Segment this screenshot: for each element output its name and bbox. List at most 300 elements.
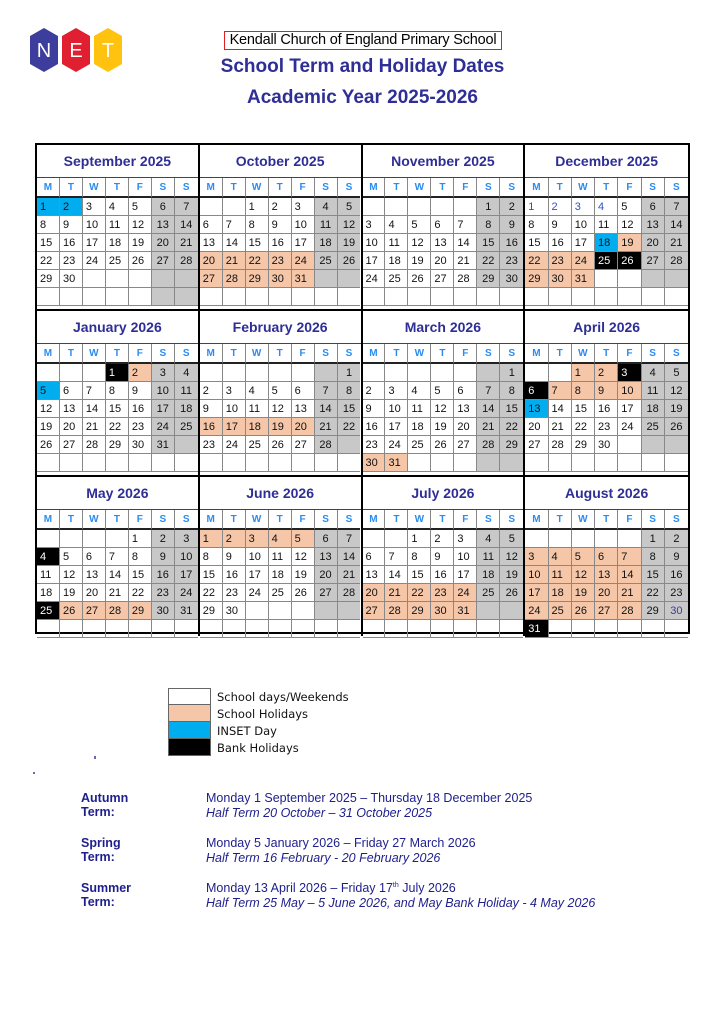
empty-cell bbox=[246, 288, 269, 306]
empty-cell bbox=[223, 198, 246, 216]
day-cell: 21 bbox=[454, 252, 477, 270]
month-october bbox=[200, 145, 363, 311]
day-cell: 1 bbox=[246, 198, 269, 216]
day-cell: 7 bbox=[106, 548, 129, 566]
day-cell: 10 bbox=[292, 216, 315, 234]
day-cell: 21 bbox=[477, 418, 500, 436]
day-cell: 24 bbox=[525, 602, 548, 620]
day-cell: 4 bbox=[477, 530, 500, 548]
day-cell: 16 bbox=[363, 418, 386, 436]
day-cell: 7 bbox=[549, 382, 572, 400]
day-cell: 9 bbox=[269, 216, 292, 234]
day-cell: 29 bbox=[129, 602, 152, 620]
day-cell: 27 bbox=[200, 270, 223, 288]
weekday-header: S bbox=[665, 344, 688, 364]
empty-cell bbox=[246, 364, 269, 382]
empty-cell bbox=[269, 288, 292, 306]
month-september bbox=[37, 145, 200, 311]
day-cell: 3 bbox=[363, 216, 386, 234]
day-cell: 18 bbox=[37, 584, 60, 602]
empty-cell bbox=[595, 620, 618, 638]
day-cell: 6 bbox=[83, 548, 106, 566]
empty-cell bbox=[338, 436, 361, 454]
empty-cell bbox=[595, 530, 618, 548]
empty-cell bbox=[315, 288, 338, 306]
day-cell: 24 bbox=[175, 584, 198, 602]
day-cell: 24 bbox=[363, 270, 386, 288]
day-cell: 19 bbox=[129, 234, 152, 252]
day-cell: 17 bbox=[385, 418, 408, 436]
day-cell: 16 bbox=[665, 566, 688, 584]
day-cell: 4 bbox=[269, 530, 292, 548]
empty-cell bbox=[525, 288, 548, 306]
day-cell: 25 bbox=[549, 602, 572, 620]
weekday-header: T bbox=[595, 510, 618, 530]
empty-cell bbox=[315, 602, 338, 620]
month-june bbox=[200, 477, 363, 636]
empty-cell bbox=[37, 454, 60, 472]
month-august bbox=[525, 477, 688, 636]
weekday-header: W bbox=[572, 178, 595, 198]
empty-cell bbox=[269, 454, 292, 472]
weekday-header: T bbox=[431, 178, 454, 198]
day-cell: 26 bbox=[129, 252, 152, 270]
empty-cell bbox=[572, 530, 595, 548]
day-cell: 25 bbox=[477, 584, 500, 602]
weekday-header: S bbox=[642, 344, 665, 364]
day-cell: 17 bbox=[363, 252, 386, 270]
day-cell: 11 bbox=[269, 548, 292, 566]
empty-cell bbox=[269, 602, 292, 620]
day-cell: 22 bbox=[525, 252, 548, 270]
weekday-header: W bbox=[572, 510, 595, 530]
day-cell: 2 bbox=[223, 530, 246, 548]
day-cell: 13 bbox=[152, 216, 175, 234]
day-cell: 6 bbox=[292, 382, 315, 400]
day-cell: 30 bbox=[595, 436, 618, 454]
day-cell: 15 bbox=[642, 566, 665, 584]
day-cell: 4 bbox=[408, 382, 431, 400]
day-cell: 3 bbox=[292, 198, 315, 216]
day-cell: 6 bbox=[152, 198, 175, 216]
day-cell: 7 bbox=[454, 216, 477, 234]
day-cell: 9 bbox=[129, 382, 152, 400]
day-cell: 23 bbox=[549, 252, 572, 270]
empty-cell bbox=[500, 620, 523, 638]
empty-cell bbox=[385, 198, 408, 216]
weekday-header: S bbox=[642, 178, 665, 198]
day-cell: 23 bbox=[223, 584, 246, 602]
weekday-header: W bbox=[83, 178, 106, 198]
day-cell: 27 bbox=[595, 602, 618, 620]
weekday-header: M bbox=[363, 510, 386, 530]
day-cell: 5 bbox=[408, 216, 431, 234]
day-cell: 11 bbox=[37, 566, 60, 584]
weekday-header: T bbox=[106, 178, 129, 198]
day-cell: 22 bbox=[37, 252, 60, 270]
day-cell: 31 bbox=[152, 436, 175, 454]
weekday-header: S bbox=[175, 510, 198, 530]
day-cell: 1 bbox=[572, 364, 595, 382]
weekday-header: S bbox=[665, 510, 688, 530]
day-cell: 25 bbox=[385, 270, 408, 288]
weekday-header: T bbox=[595, 178, 618, 198]
weekday-header: T bbox=[431, 344, 454, 364]
day-cell: 23 bbox=[200, 436, 223, 454]
day-cell: 8 bbox=[200, 548, 223, 566]
day-cell: 29 bbox=[106, 436, 129, 454]
day-cell: 10 bbox=[572, 216, 595, 234]
empty-cell bbox=[37, 364, 60, 382]
day-cell: 13 bbox=[431, 234, 454, 252]
day-cell: 12 bbox=[129, 216, 152, 234]
empty-cell bbox=[408, 198, 431, 216]
day-cell: 19 bbox=[665, 400, 688, 418]
day-cell: 4 bbox=[37, 548, 60, 566]
weekday-header: F bbox=[618, 510, 641, 530]
empty-cell bbox=[223, 364, 246, 382]
day-cell: 10 bbox=[618, 382, 641, 400]
day-cell: 11 bbox=[408, 400, 431, 418]
day-cell: 14 bbox=[477, 400, 500, 418]
day-cell: 18 bbox=[315, 234, 338, 252]
day-cell: 6 bbox=[454, 382, 477, 400]
day-cell: 11 bbox=[106, 216, 129, 234]
day-cell: 20 bbox=[292, 418, 315, 436]
day-cell: 7 bbox=[665, 198, 688, 216]
weekday-header: M bbox=[37, 344, 60, 364]
day-cell: 8 bbox=[129, 548, 152, 566]
weekday-header: T bbox=[431, 510, 454, 530]
empty-cell bbox=[408, 454, 431, 472]
empty-cell bbox=[454, 620, 477, 638]
weekday-header: T bbox=[595, 344, 618, 364]
weekday-header: M bbox=[525, 178, 548, 198]
day-cell: 16 bbox=[500, 234, 523, 252]
day-cell: 20 bbox=[431, 252, 454, 270]
month-title: May 2026 bbox=[37, 477, 198, 510]
day-cell: 22 bbox=[572, 418, 595, 436]
empty-cell bbox=[642, 436, 665, 454]
day-cell: 18 bbox=[385, 252, 408, 270]
day-cell: 29 bbox=[408, 602, 431, 620]
day-cell: 28 bbox=[106, 602, 129, 620]
day-cell: 21 bbox=[83, 418, 106, 436]
empty-cell bbox=[60, 288, 83, 306]
empty-cell bbox=[385, 620, 408, 638]
day-cell: 6 bbox=[200, 216, 223, 234]
weekday-header: M bbox=[200, 178, 223, 198]
empty-cell bbox=[152, 288, 175, 306]
day-cell: 7 bbox=[315, 382, 338, 400]
day-cell: 12 bbox=[292, 548, 315, 566]
day-cell: 9 bbox=[549, 216, 572, 234]
day-cell: 15 bbox=[200, 566, 223, 584]
weekday-header: S bbox=[477, 344, 500, 364]
day-cell: 9 bbox=[500, 216, 523, 234]
empty-cell bbox=[246, 454, 269, 472]
day-cell: 6 bbox=[315, 530, 338, 548]
empty-cell bbox=[618, 288, 641, 306]
day-cell: 30 bbox=[223, 602, 246, 620]
empty-cell bbox=[106, 620, 129, 638]
day-cell: 23 bbox=[595, 418, 618, 436]
legend-swatch bbox=[168, 688, 211, 705]
day-cell: 9 bbox=[595, 382, 618, 400]
day-cell: 27 bbox=[525, 436, 548, 454]
day-cell: 29 bbox=[37, 270, 60, 288]
empty-cell bbox=[454, 198, 477, 216]
empty-cell bbox=[665, 454, 688, 472]
weekday-header: S bbox=[642, 510, 665, 530]
day-cell: 27 bbox=[60, 436, 83, 454]
month-title: December 2025 bbox=[525, 145, 688, 178]
empty-cell bbox=[665, 436, 688, 454]
day-cell: 23 bbox=[665, 584, 688, 602]
day-cell: 21 bbox=[338, 566, 361, 584]
empty-cell bbox=[549, 288, 572, 306]
day-cell: 3 bbox=[223, 382, 246, 400]
empty-cell bbox=[338, 270, 361, 288]
half-term: Half Term 16 February - 20 February 2026 bbox=[206, 851, 441, 865]
day-cell: 13 bbox=[200, 234, 223, 252]
day-cell: 28 bbox=[175, 252, 198, 270]
legend bbox=[168, 688, 349, 756]
month-march bbox=[363, 311, 526, 477]
weekday-header: W bbox=[572, 344, 595, 364]
day-cell: 9 bbox=[431, 548, 454, 566]
day-cell: 24 bbox=[292, 252, 315, 270]
day-cell: 15 bbox=[129, 566, 152, 584]
day-cell: 30 bbox=[363, 454, 386, 472]
weekday-header: S bbox=[315, 344, 338, 364]
day-cell: 12 bbox=[572, 566, 595, 584]
day-cell: 24 bbox=[223, 436, 246, 454]
empty-cell bbox=[408, 620, 431, 638]
half-term: Half Term 25 May – 5 June 2026, and May Bank Holiday - 4 May 2026 bbox=[206, 896, 596, 910]
day-cell: 27 bbox=[363, 602, 386, 620]
empty-cell bbox=[549, 620, 572, 638]
day-cell: 23 bbox=[269, 252, 292, 270]
empty-cell bbox=[595, 454, 618, 472]
day-cell: 8 bbox=[500, 382, 523, 400]
day-cell: 29 bbox=[246, 270, 269, 288]
empty-cell bbox=[454, 288, 477, 306]
weekday-header: W bbox=[246, 178, 269, 198]
empty-cell bbox=[618, 530, 641, 548]
day-cell: 4 bbox=[385, 216, 408, 234]
day-cell: 30 bbox=[269, 270, 292, 288]
day-cell: 3 bbox=[175, 530, 198, 548]
empty-cell bbox=[595, 288, 618, 306]
empty-cell bbox=[454, 454, 477, 472]
day-cell: 3 bbox=[618, 364, 641, 382]
day-cell: 14 bbox=[385, 566, 408, 584]
day-cell: 8 bbox=[37, 216, 60, 234]
weekday-header: W bbox=[246, 510, 269, 530]
empty-cell bbox=[269, 364, 292, 382]
weekday-header: S bbox=[152, 344, 175, 364]
day-cell: 9 bbox=[223, 548, 246, 566]
day-cell: 2 bbox=[200, 382, 223, 400]
weekday-header: W bbox=[408, 178, 431, 198]
day-cell: 28 bbox=[338, 584, 361, 602]
weekday-header: M bbox=[363, 344, 386, 364]
month-title: April 2026 bbox=[525, 311, 688, 344]
page-subtitle: Academic Year 2025-2026 bbox=[247, 87, 478, 108]
day-cell: 12 bbox=[338, 216, 361, 234]
day-cell: 31 bbox=[525, 620, 548, 638]
day-cell: 25 bbox=[269, 584, 292, 602]
month-title: July 2026 bbox=[363, 477, 524, 510]
month-april bbox=[525, 311, 688, 477]
day-cell: 21 bbox=[665, 234, 688, 252]
day-cell: 2 bbox=[129, 364, 152, 382]
day-cell: 18 bbox=[246, 418, 269, 436]
day-cell: 8 bbox=[477, 216, 500, 234]
day-cell: 15 bbox=[106, 400, 129, 418]
day-cell: 27 bbox=[431, 270, 454, 288]
weekday-header: S bbox=[665, 178, 688, 198]
day-cell: 4 bbox=[106, 198, 129, 216]
day-cell: 17 bbox=[292, 234, 315, 252]
empty-cell bbox=[37, 288, 60, 306]
day-cell: 29 bbox=[200, 602, 223, 620]
day-cell: 5 bbox=[60, 548, 83, 566]
month-title: June 2026 bbox=[200, 477, 361, 510]
day-cell: 10 bbox=[83, 216, 106, 234]
day-cell: 2 bbox=[549, 198, 572, 216]
day-cell: 30 bbox=[152, 602, 175, 620]
month-title: November 2025 bbox=[363, 145, 524, 178]
day-cell: 5 bbox=[665, 364, 688, 382]
day-cell: 16 bbox=[200, 418, 223, 436]
weekday-header: F bbox=[129, 344, 152, 364]
empty-cell bbox=[363, 364, 386, 382]
weekday-header: T bbox=[60, 178, 83, 198]
weekday-header: T bbox=[269, 344, 292, 364]
day-cell: 8 bbox=[408, 548, 431, 566]
empty-cell bbox=[338, 620, 361, 638]
empty-cell bbox=[223, 620, 246, 638]
day-cell: 26 bbox=[60, 602, 83, 620]
day-cell: 2 bbox=[60, 198, 83, 216]
day-cell: 14 bbox=[175, 216, 198, 234]
day-cell: 29 bbox=[500, 436, 523, 454]
day-cell: 19 bbox=[269, 418, 292, 436]
empty-cell bbox=[200, 620, 223, 638]
weekday-header: M bbox=[363, 178, 386, 198]
day-cell: 14 bbox=[618, 566, 641, 584]
day-cell: 6 bbox=[642, 198, 665, 216]
weekday-header: T bbox=[60, 510, 83, 530]
day-cell: 6 bbox=[60, 382, 83, 400]
day-cell: 20 bbox=[200, 252, 223, 270]
day-cell: 26 bbox=[269, 436, 292, 454]
empty-cell bbox=[431, 364, 454, 382]
empty-cell bbox=[106, 454, 129, 472]
day-cell: 17 bbox=[83, 234, 106, 252]
weekday-header: S bbox=[152, 510, 175, 530]
empty-cell bbox=[315, 364, 338, 382]
day-cell: 18 bbox=[269, 566, 292, 584]
day-cell: 20 bbox=[595, 584, 618, 602]
day-cell: 19 bbox=[37, 418, 60, 436]
day-cell: 16 bbox=[431, 566, 454, 584]
day-cell: 27 bbox=[454, 436, 477, 454]
empty-cell bbox=[408, 364, 431, 382]
empty-cell bbox=[152, 270, 175, 288]
day-cell: 2 bbox=[363, 382, 386, 400]
weekday-header: W bbox=[408, 510, 431, 530]
day-cell: 8 bbox=[246, 216, 269, 234]
day-cell: 29 bbox=[572, 436, 595, 454]
logo-letter-t: T bbox=[101, 40, 115, 62]
month-july bbox=[363, 477, 526, 636]
empty-cell bbox=[500, 602, 523, 620]
day-cell: 6 bbox=[595, 548, 618, 566]
day-cell: 29 bbox=[642, 602, 665, 620]
weekday-header: F bbox=[454, 510, 477, 530]
day-cell: 21 bbox=[385, 584, 408, 602]
day-cell: 11 bbox=[477, 548, 500, 566]
day-cell: 30 bbox=[129, 436, 152, 454]
empty-cell bbox=[642, 288, 665, 306]
day-cell: 27 bbox=[315, 584, 338, 602]
empty-cell bbox=[500, 288, 523, 306]
day-cell: 12 bbox=[665, 382, 688, 400]
day-cell: 17 bbox=[572, 234, 595, 252]
day-cell: 4 bbox=[175, 364, 198, 382]
legend-item bbox=[168, 722, 349, 739]
month-december bbox=[525, 145, 688, 311]
day-cell: 16 bbox=[595, 400, 618, 418]
month-title: September 2025 bbox=[37, 145, 198, 178]
legend-swatch bbox=[168, 722, 211, 739]
day-cell: 6 bbox=[525, 382, 548, 400]
day-cell: 22 bbox=[477, 252, 500, 270]
empty-cell bbox=[549, 364, 572, 382]
day-cell: 29 bbox=[477, 270, 500, 288]
weekday-header: W bbox=[83, 344, 106, 364]
day-cell: 17 bbox=[223, 418, 246, 436]
day-cell: 13 bbox=[642, 216, 665, 234]
empty-cell bbox=[525, 364, 548, 382]
empty-cell bbox=[431, 454, 454, 472]
empty-cell bbox=[106, 270, 129, 288]
empty-cell bbox=[549, 454, 572, 472]
day-cell: 19 bbox=[500, 566, 523, 584]
day-cell: 12 bbox=[618, 216, 641, 234]
weekday-header: T bbox=[60, 344, 83, 364]
day-cell: 26 bbox=[500, 584, 523, 602]
term-label: Autumn Term: bbox=[81, 791, 129, 819]
weekday-header: F bbox=[292, 344, 315, 364]
day-cell: 9 bbox=[152, 548, 175, 566]
term-label: Spring Term: bbox=[81, 836, 121, 864]
day-cell: 14 bbox=[665, 216, 688, 234]
empty-cell bbox=[642, 270, 665, 288]
day-cell: 27 bbox=[83, 602, 106, 620]
empty-cell bbox=[175, 288, 198, 306]
stray-mark bbox=[33, 772, 35, 774]
calendar-grid bbox=[35, 143, 690, 634]
empty-cell bbox=[37, 530, 60, 548]
legend-label: School days/Weekends bbox=[217, 689, 349, 704]
day-cell: 17 bbox=[525, 584, 548, 602]
day-cell: 30 bbox=[60, 270, 83, 288]
weekday-header: S bbox=[477, 178, 500, 198]
